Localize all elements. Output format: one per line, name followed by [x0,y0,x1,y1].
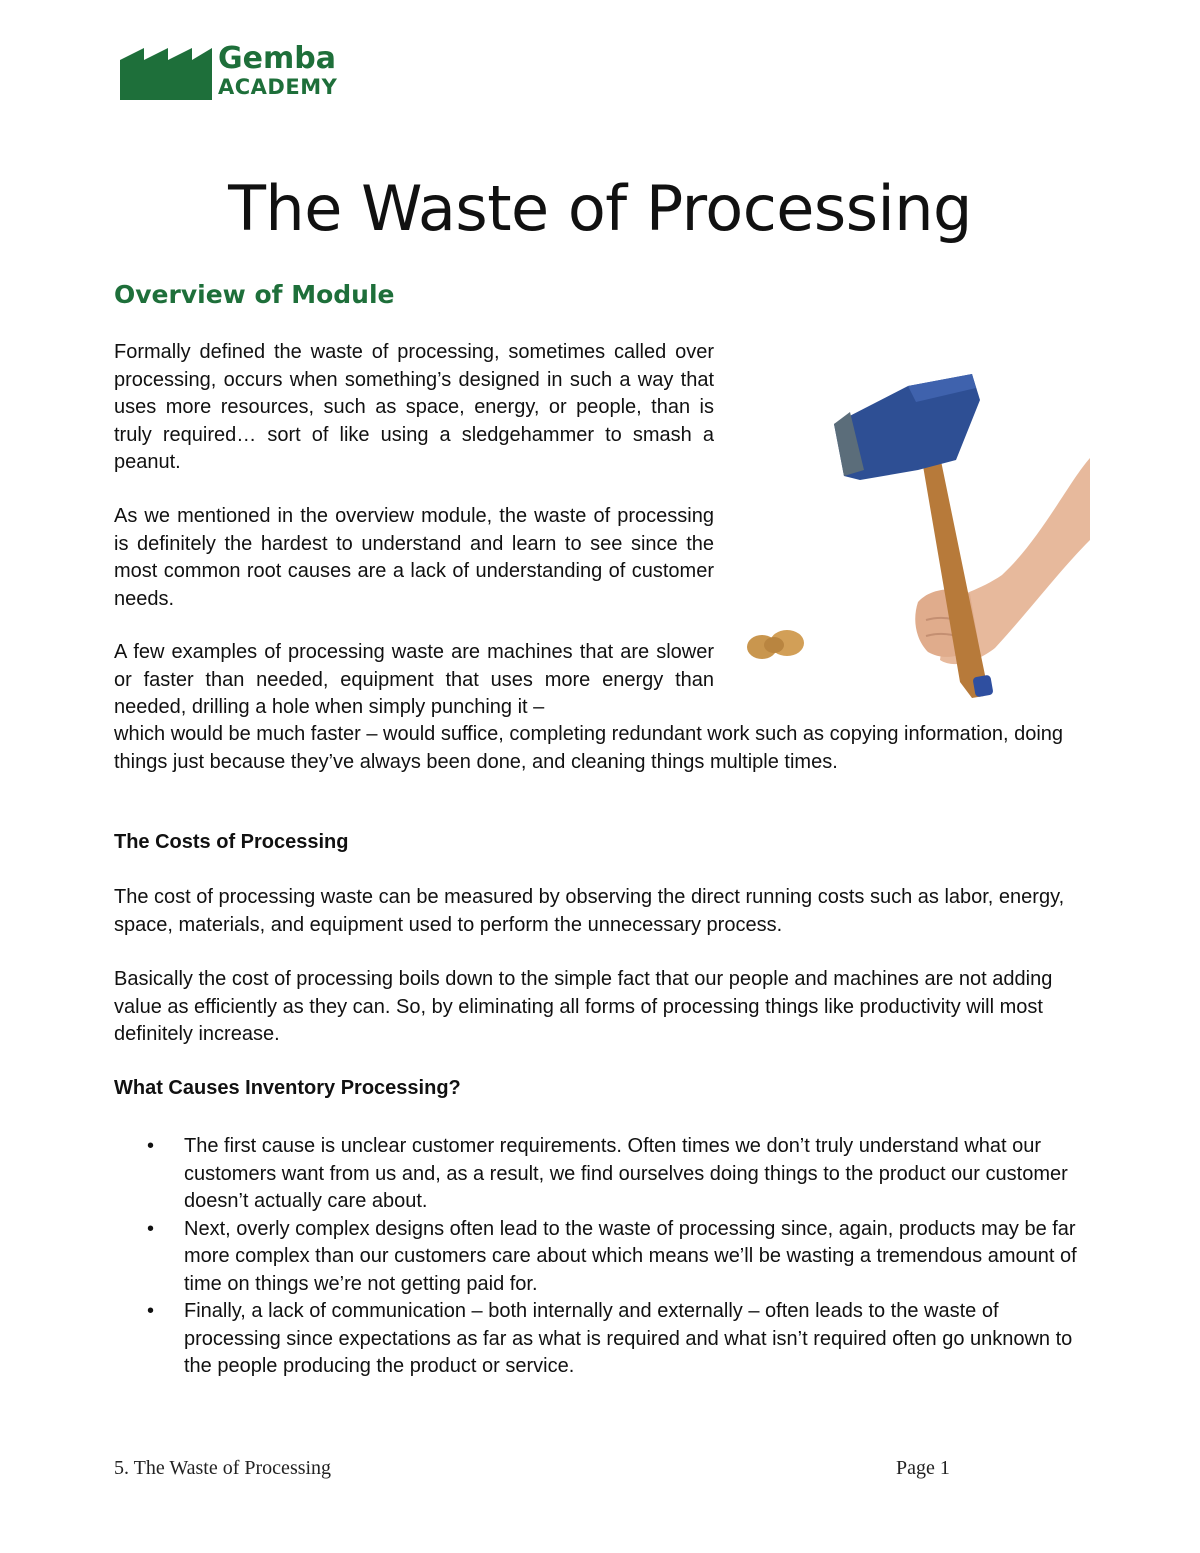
footer-document-name: 5. The Waste of Processing [114,1457,332,1479]
costs-paragraph-1: The cost of processing waste can be measured by observing the direct running costs such as labor, energy, space, materials, and equipment used to perform the unnecessary process. [114,886,1065,936]
logo-word-gemba: Gemba [218,41,336,76]
list-item [114,1133,1089,1216]
overview-heading: Overview of Module [114,280,395,309]
overview-paragraph-1: Formally defined the waste of processing, sometimes called over processing, occurs when something’s designed in such a way that uses more resources, such as space, energy, or people, than is truly required… sort of like using a sledgehammer to smash a peanut. [114,341,714,473]
footer-page-number: Page 1 [896,1457,950,1479]
overview-paragraph-3b: which would be much faster – would suffice, completing redundant work such as copying information, doing things just because they’ve always been done, and cleaning things multiple times. [114,723,1064,773]
overview-paragraph-3a: A few examples of processing waste are machines that are slower or faster than needed, equipment that uses more energy than needed, drilling a hole when simply punching it – [114,641,714,718]
gemba-academy-logo [118,41,368,102]
costs-heading: The Costs of Processing [114,831,349,853]
bullet-icon: • [147,1217,155,1240]
overview-paragraph-2: As we mentioned in the overview module, the waste of processing is definitely the hardest to understand and learn to see since the most common root causes are a lack of understanding of customer needs. [114,505,714,610]
peanut-icon [747,630,804,659]
hammer-head-icon [834,374,980,480]
document-title: The Waste of Processing [228,172,972,245]
logo-word-academy: ACADEMY [218,75,338,99]
causes-heading: What Causes Inventory Processing? [114,1077,461,1099]
list-item [114,1216,1089,1299]
factory-logo-icon [118,44,214,102]
list-item [114,1298,1089,1381]
hammer-handle-icon [922,456,994,698]
bullet-icon: • [147,1135,155,1157]
list-item-text: Next, overly complex designs often lead to the waste of processing since, again, products may be far more complex than our customers care about which means we’ll be wasting a tremendous amount of time on things we’re not getting paid for. [184,1217,1077,1295]
costs-paragraph-2: Basically the cost of processing boils down to the simple fact that our people and machines are not adding value as efficiently as they can. So, by eliminating all forms of processing things like productivity will most definitely increase. [114,968,1053,1045]
list-item-text: Finally, a lack of communication – both internally and externally – often leads to the waste of processing since expectations as far as what is required and what isn’t required often go unknown to the people producing the product or service. [184,1300,1073,1377]
hammer-and-peanut-illustration [740,340,1090,712]
list-item-text: The first cause is unclear customer requirements. Often times we don’t truly understand what our customers want from us and, as a result, we find ourselves doing things to the product our customer doesn’t actually care about. [184,1135,1068,1212]
causes-list [114,1133,1089,1381]
bullet-icon: • [147,1300,155,1322]
